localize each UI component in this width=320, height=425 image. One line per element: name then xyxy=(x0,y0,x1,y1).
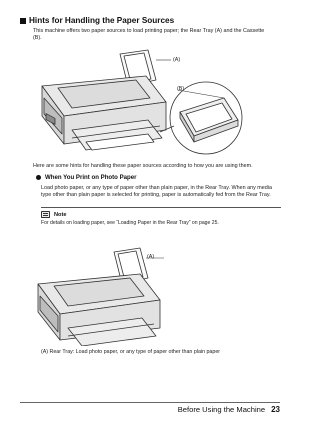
note-icon xyxy=(41,211,50,218)
footer-divider xyxy=(20,402,280,403)
note-text: For details on loading paper, see “Loading Paper in the Rear Tray” on page 25. xyxy=(41,220,219,226)
printer-rear-tray-illustration xyxy=(28,246,168,346)
round-bullet-icon xyxy=(36,175,41,180)
photo-paper-subheading xyxy=(36,174,276,181)
note-title-text: Note xyxy=(54,211,67,218)
photo-paper-subheading-text: When You Print on Photo Paper xyxy=(45,174,137,181)
cassette-label: (B) xyxy=(177,86,185,92)
figure-caption: (A) Rear Tray: Load photo paper, or any type of paper other than plain paper xyxy=(41,349,221,355)
section-heading xyxy=(20,16,280,25)
section-heading-text: Hints for Handling the Paper Sources xyxy=(29,16,175,25)
page-number: 23 xyxy=(271,405,280,414)
rear-tray-label-2: (A) xyxy=(147,254,155,260)
heading-square-bullet-icon xyxy=(20,18,26,24)
printer-with-cassette-illustration xyxy=(28,46,278,156)
hints-paragraph: Here are some hints for handling these paper sources according to how you are using them. xyxy=(33,163,253,169)
photo-paper-paragraph: Load photo paper, or any type of paper other than plain paper, in the Rear Tray. When any media type other than plain paper is selected for printing, paper is automatically fed from the Rear Tray. xyxy=(41,185,272,199)
rear-tray-label: (A) xyxy=(173,57,181,63)
note-title xyxy=(41,211,66,218)
intro-paragraph: This machine offers two paper sources to load printing paper; the Rear Tray (A) and the Cassette (B). xyxy=(33,28,265,42)
footer-section-title: Before Using the Machine xyxy=(177,405,266,414)
page-footer xyxy=(20,405,280,414)
note-box xyxy=(41,207,281,229)
